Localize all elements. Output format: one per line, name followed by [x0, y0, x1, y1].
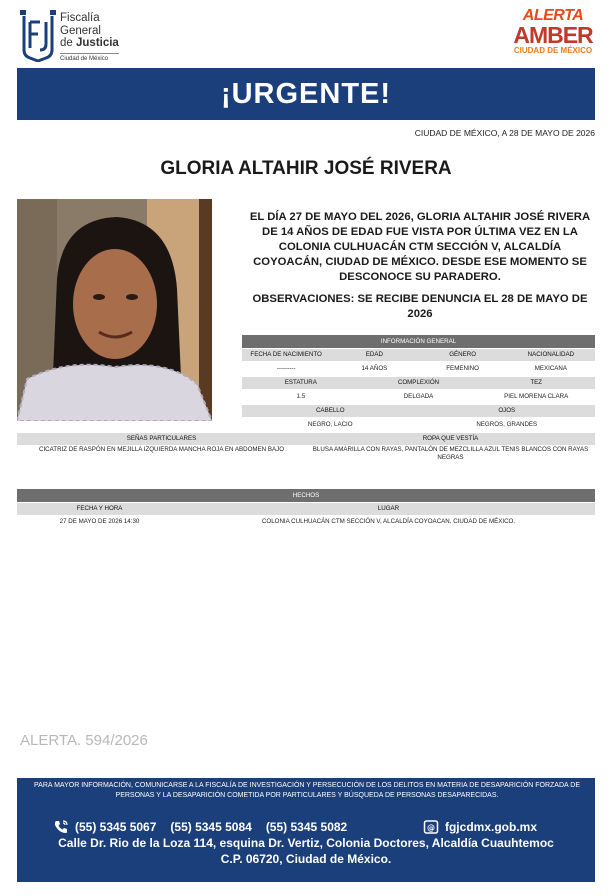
footer-info: PARA MAYOR INFORMACIÓN, COMUNICARSE A LA FISCALÍA DE INVESTIGACIÓN Y PERSECUCIÓN DE LOS DELITOS EN MATERIA DE DESAPARICIÓN FORZADA DE PERSONAS Y LA DESAPARICIÓN COMETIDA POR PARTICULARES Y BÚSQUEDA DE PERSONAS DESAPARECIDAS. — [34, 782, 580, 799]
label-complexion: TEZ — [477, 377, 595, 389]
info-values-row-1 — [242, 362, 595, 376]
label-place: LUGAR — [182, 503, 595, 515]
hechos-values — [17, 515, 595, 529]
footer-phones — [53, 819, 361, 835]
value-build: DELGADA — [403, 393, 434, 400]
amber-line-2: AMBER — [513, 22, 593, 48]
org-line-3: de Justicia — [60, 37, 119, 49]
org-line-2: General — [60, 24, 101, 37]
label-marks: SEÑAS PARTICULARES — [17, 433, 306, 445]
particulars-labels — [17, 433, 595, 445]
label-nationality: NACIONALIDAD — [507, 349, 595, 361]
value-complexion: PIEL MORENA CLARA — [504, 393, 569, 400]
label-birthdate: FECHA DE NACIMIENTO — [242, 349, 330, 361]
label-gender: GÉNERO — [419, 349, 507, 361]
org-line-1: Fiscalía — [60, 12, 100, 24]
hechos-labels — [17, 503, 595, 515]
value-marks: CICATRIZ DE RASPÓN EN MEJILLA IZQUIERDA MANCHA ROJA EN ABDOMEN BAJO — [38, 446, 285, 453]
svg-text:@: @ — [426, 823, 435, 833]
amber-line-1: ALERTA — [522, 7, 584, 24]
info-labels-row-1 — [242, 349, 595, 361]
value-hair: NEGRO, LACIO — [307, 421, 353, 428]
person-photo-image — [17, 199, 212, 421]
description: EL DÍA 27 DE MAYO DEL 2026, GLORIA ALTAHIR JOSÉ RIVERA DE 14 AÑOS DE EDAD FUE VISTA POR ÚLTIMA VEZ EN LA COLONIA CULHUACÁN CTM SECCIÓN V, ALCALDÍA COYOACÁN, CIUDAD DE MÉXICO. DESDE ESE MOMENTO SE DESCONOCE SU PARADERO. — [249, 211, 591, 283]
hechos-header: HECHOS — [17, 489, 595, 502]
info-values-row-2 — [242, 390, 595, 404]
dateline: CIUDAD DE MÉXICO, A 28 DE MAYO DE 2026 — [414, 128, 595, 138]
value-eyes: NEGROS, GRANDES — [476, 421, 538, 428]
info-values-row-3 — [242, 418, 595, 432]
observations: OBSERVACIONES: SE RECIBE DENUNCIA EL 28 DE MAYO DE 2026 — [252, 293, 588, 320]
value-nationality: MEXICANA — [534, 365, 568, 372]
label-hair: CABELLO — [242, 405, 419, 417]
label-eyes: OJOS — [419, 405, 596, 417]
phone-1[interactable]: (55) 5345 5067 — [75, 820, 157, 834]
alert-number: ALERTA. 594/2026 — [20, 732, 148, 749]
value-birthdate: --------- — [276, 365, 296, 372]
value-gender: FEMENINO — [446, 365, 479, 372]
value-clothing: BLUSA AMARILLA CON RAYAS, PANTALÓN DE MEZCLILLA AZUL TENIS BLANCOS CON RAYAS NEGRAS — [312, 446, 589, 461]
person-photo — [17, 199, 212, 421]
value-height: 1.5 — [296, 393, 306, 400]
phone-2[interactable]: (55) 5345 5084 — [170, 820, 252, 834]
info-labels-row-2 — [242, 377, 595, 389]
alerta-amber-logo — [513, 8, 593, 66]
fgj-logo-icon — [18, 10, 58, 62]
label-height: ESTATURA — [242, 377, 360, 389]
phone-icon — [53, 819, 69, 835]
value-datetime: 27 DE MAYO DE 2026 14:30 — [59, 518, 140, 525]
phone-3[interactable]: (55) 5345 5082 — [265, 820, 348, 834]
info-labels-row-3 — [242, 405, 595, 417]
label-clothing: ROPA QUE VESTÍA — [306, 433, 595, 445]
org-small: Ciudad de México — [60, 53, 119, 63]
org-name — [60, 12, 119, 63]
web-icon — [423, 819, 439, 835]
footer-website — [423, 819, 537, 835]
label-build: COMPLEXIÓN — [360, 377, 478, 389]
address-line-2: C.P. 06720, Ciudad de México. — [220, 852, 392, 866]
value-age: 14 AÑOS — [361, 365, 388, 372]
footer-address — [17, 835, 595, 867]
value-place: COLONIA CULHUACÁN CTM SECCIÓN V, ALCALDÍA COYOACAN, CIUDAD DE MÉXICO. — [261, 518, 516, 525]
particulars-values — [17, 446, 595, 462]
person-name: GLORIA ALTAHIR JOSÉ RIVERA — [160, 158, 452, 179]
urgent-banner: ¡URGENTE! — [17, 68, 595, 120]
label-datetime: FECHA Y HORA — [17, 503, 182, 515]
label-age: EDAD — [330, 349, 418, 361]
footer — [17, 778, 595, 882]
amber-line-3: CIUDAD DE MÉXICO — [513, 46, 593, 55]
address-line-1: Calle Dr. Rio de la Loza 114, esquina Dr. Vertiz, Colonia Doctores, Alcaldía Cuauhtemoc — [58, 836, 554, 850]
info-general-header: INFORMACIÓN GENERAL — [242, 335, 595, 348]
website-link[interactable]: fgjcdmx.gob.mx — [444, 820, 537, 834]
header — [0, 0, 611, 70]
